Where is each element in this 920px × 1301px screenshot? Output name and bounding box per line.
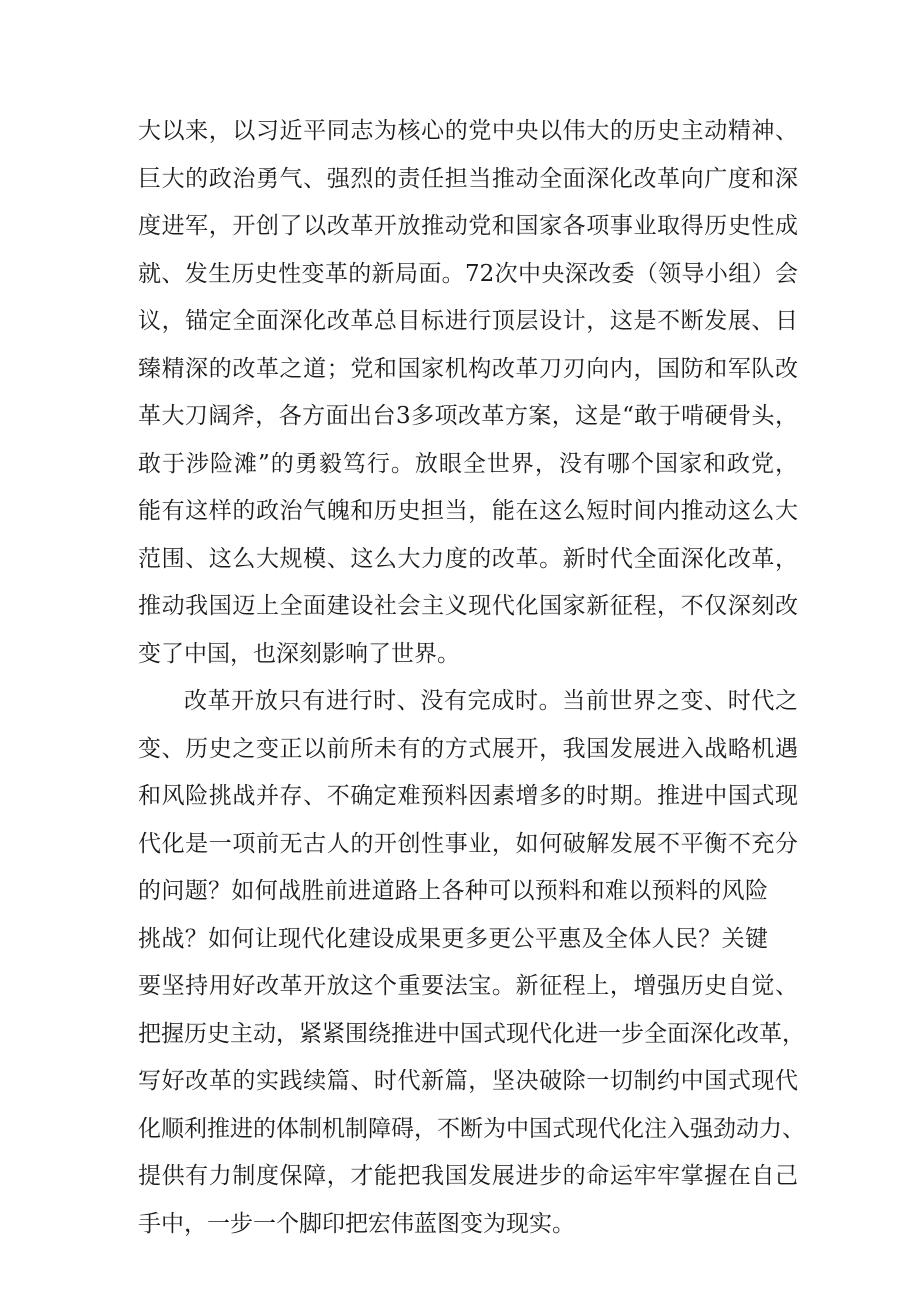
text-line: 大以来，以习近平同志为核心的党中央以伟大的历史主动精神、 [138, 118, 798, 144]
text-line: 革大刀阔斧，各方面出台3多项改革方案，这是“敢于啃硬骨头， [138, 403, 798, 429]
text-line: 写好改革的实践续篇、时代新篇，坚决破除一切制约中国式现代 [138, 1068, 798, 1094]
paragraph-1 [138, 108, 798, 678]
text-line: 改革开放只有进行时、没有完成时。当前世界之变、时代之 [184, 688, 798, 714]
text-line: 要坚持用好改革开放这个重要法宝。新征程上，增强历史自觉、 [138, 973, 798, 999]
text-line: 臻精深的改革之道；党和国家机构改革刀刃向内，国防和军队改 [138, 355, 798, 382]
text-line: 的问题？如何战胜前进道路上各种可以预料和难以预料的风险 [138, 878, 768, 904]
text-line: 范围、这么大规模、这么大力度的改革。新时代全面深化改革， [138, 545, 798, 572]
text-line: 巨大的政治勇气、强烈的责任担当推动全面深化改革向广度和深 [138, 165, 798, 192]
text-line: 把握历史主动，紧紧围绕推进中国式现代化进一步全面深化改革， [138, 1020, 805, 1047]
text-line: 挑战？如何让现代化建设成果更多更公平惠及全体人民？关键 [138, 925, 768, 952]
text-line: 化顺利推进的体制机制障碍，不断为中国式现代化注入强劲动力、 [138, 1115, 805, 1142]
text-line: 和风险挑战并存、不确定难预料因素增多的时期。推进中国式现 [138, 783, 798, 809]
text-line: 议，锚定全面深化改革总目标进行顶层设计，这是不断发展、日 [138, 308, 798, 334]
text-line: 变了中国，也深刻影响了世界。 [138, 640, 460, 667]
text-line: 敢于涉险滩”的勇毅笃行。放眼全世界，没有哪个国家和政党， [138, 450, 798, 477]
text-line: 能有这样的政治气魄和历史担当，能在这么短时间内推动这么大 [138, 498, 798, 524]
text-line: 度进军，开创了以改革开放推动党和国家各项事业取得历史性成 [138, 213, 798, 239]
text-line: 代化是一项前无古人的开创性事业，如何破解发展不平衡不充分 [138, 830, 798, 857]
text-line: 手中，一步一个脚印把宏伟蓝图变为现实。 [138, 1210, 575, 1237]
document-body [138, 108, 805, 1248]
text-line: 变、历史之变正以前所未有的方式展开，我国发展进入战略机遇 [138, 735, 798, 762]
text-line: 推动我国迈上全面建设社会主义现代化国家新征程，不仅深刻改 [138, 593, 798, 619]
text-line: 就、发生历史性变革的新局面。72次中央深改委（领导小组）会 [138, 260, 798, 287]
text-line: 提供有力制度保障，才能把我国发展进步的命运牢牢掌握在自己 [138, 1163, 798, 1189]
paragraph-2 [138, 678, 805, 1248]
